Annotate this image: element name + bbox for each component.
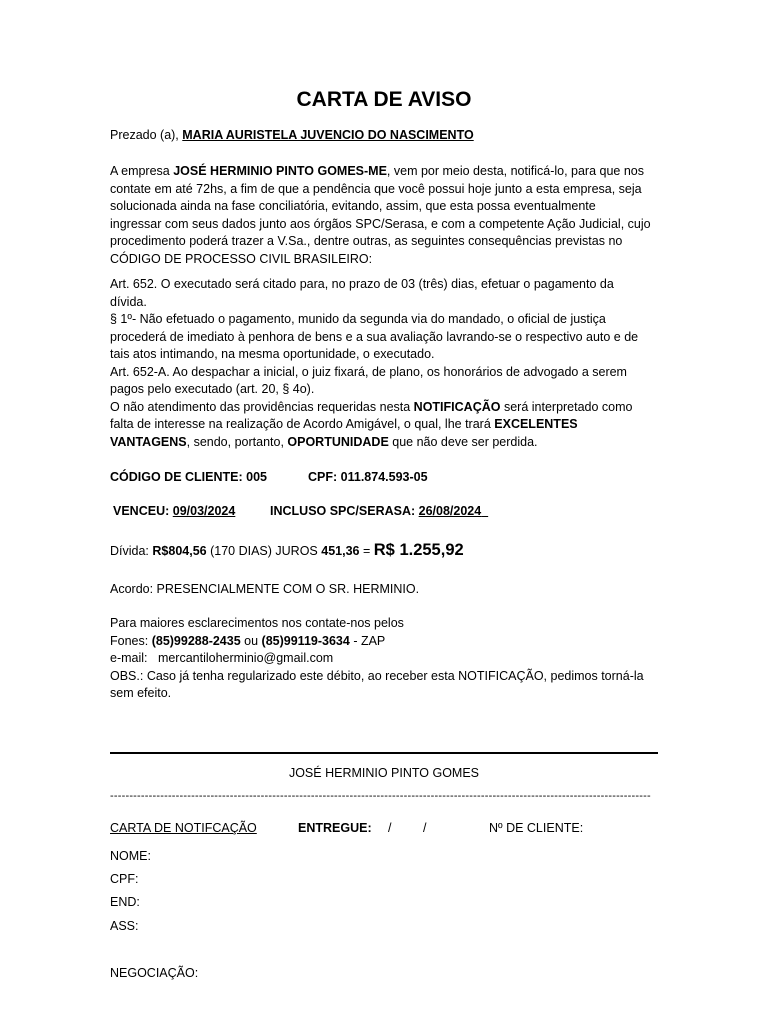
article-line: dívida. xyxy=(110,294,147,309)
page-title: CARTA DE AVISO xyxy=(296,88,472,111)
cpf-field-label: CPF: xyxy=(110,872,139,886)
phone-2: (85)99119-3634 xyxy=(261,633,350,648)
article-line: Art. 652-A. Ao despachar a inicial, o juiz fixará, de plano, os honorários de advogado a serem xyxy=(110,364,627,379)
debt-total: R$ 1.255,92 xyxy=(373,541,464,559)
obs-line: sem efeito. xyxy=(110,686,172,700)
article-line: § 1º- Não efetuado o pagamento, munido da segunda via do mandado, o oficial de justiça xyxy=(110,312,606,326)
signature-field-label: ASS: xyxy=(110,919,139,933)
debt-amount: R$804,56 xyxy=(152,544,207,558)
contact-block xyxy=(110,615,644,703)
negotiation-field-label: NEGOCIAÇÃO: xyxy=(110,966,199,980)
client-code-value: 005 xyxy=(246,470,267,484)
recipient-name: MARIA AURISTELA JUVENCIO DO NASCIMENTO xyxy=(182,128,474,142)
contact-phones: Fones: (85)99288-2435 ou (85)99119-3634 - ZAP xyxy=(110,633,386,648)
obs-line: OBS.: Caso já tenha regularizado este débito, ao receber esta NOTIFICAÇÃO, pedimos torná-la xyxy=(110,668,644,683)
client-number-label: Nº DE CLIENTE: xyxy=(489,821,584,835)
client-cpf: CPF: 011.874.593-05 xyxy=(308,470,428,484)
spc-date-value: 26/08/2024 xyxy=(418,504,482,518)
contact-intro: Para maiores esclarecimentos nos contate-nos pelos xyxy=(110,616,404,630)
client-code: CÓDIGO DE CLIENTE: 005 xyxy=(110,470,267,484)
signature-line xyxy=(110,752,658,754)
stub-title: CARTA DE NOTIFCAÇÃO xyxy=(110,821,257,835)
cut-line: -------------------------------------------------------------------------------------------------------------------------------------------- xyxy=(110,790,651,802)
article-line: O não atendimento das providências requeridas nesta NOTIFICAÇÃO será interpretado como xyxy=(110,399,633,414)
article-line: falta de interesse na realização de Acordo Amigável, o qual, lhe trará EXCELENTES xyxy=(110,417,578,431)
article-line: pagos pelo executado (art. 20, § 4o). xyxy=(110,382,315,396)
greeting xyxy=(110,128,474,142)
address-field-label: END: xyxy=(110,895,140,909)
article-line: procederá de imediato à penhora de bens e a sua avaliação lavrando-se o respectivo auto e de xyxy=(110,329,639,344)
email-address: mercantiloherminio@gmail.com xyxy=(157,651,334,665)
agreement-text: Acordo: PRESENCIALMENTE COM O SR. HERMINIO. xyxy=(110,582,420,596)
date-slash: / xyxy=(423,821,427,835)
greeting-prefix: Prezado (a), xyxy=(110,128,179,142)
name-field-label: NOME: xyxy=(110,849,151,863)
due-date-value: 09/03/2024 xyxy=(172,504,236,518)
article-line: VANTAGENS, sendo, portanto, OPORTUNIDADE que não deve ser perdida. xyxy=(110,434,538,449)
spc-date: INCLUSO SPC/SERASA: 26/08/2024 xyxy=(270,504,482,518)
signature-name: JOSÉ HERMINIO PINTO GOMES xyxy=(288,766,480,780)
intro-line: contate em até 72hs, a fim de que a pendência que você possui hoje junto a esta empresa, seja xyxy=(110,181,642,196)
article-line: Art. 652. O executado será citado para, no prazo de 03 (três) dias, efetuar o pagamento da xyxy=(110,277,614,291)
intro-line: CÓDIGO DE PROCESSO CIVIL BRASILEIRO: xyxy=(110,251,373,266)
company-name: JOSÉ HERMINIO PINTO GOMES-ME xyxy=(173,164,387,178)
debt-line: Dívida: R$804,56 (170 DIAS) JUROS 451,36 = R$ 1.255,92 xyxy=(110,541,464,559)
article-line: tais atos intimando, na mesma oportunidade, o executado. xyxy=(110,347,435,361)
intro-line: ingressar com seus dados junto aos órgãos SPC/Serasa, e com a competente Ação Judicial, cujo xyxy=(110,216,651,231)
client-cpf-value: 011.874.593-05 xyxy=(340,470,428,484)
phone-1: (85)99288-2435 xyxy=(151,633,241,648)
legal-articles xyxy=(110,276,638,451)
date-slash: / xyxy=(388,821,392,835)
contact-email: e-mail: mercantiloherminio@gmail.com xyxy=(110,651,334,665)
intro-paragraph xyxy=(110,163,651,268)
intro-line: solucionada ainda na fase conciliatória, evitando, assim, que esta possa eventualmente xyxy=(110,199,596,213)
delivered-label: ENTREGUE: xyxy=(298,821,372,835)
intro-line: procedimento poderá trazer a V.Sa., dentre outras, as seguintes consequências previstas no xyxy=(110,234,623,248)
debt-interest: 451,36 xyxy=(321,544,360,558)
due-date: VENCEU: 09/03/2024 xyxy=(113,504,236,518)
intro-line: A empresa JOSÉ HERMINIO PINTO GOMES-ME, vem por meio desta, notificá-lo, para que nos xyxy=(110,164,645,178)
